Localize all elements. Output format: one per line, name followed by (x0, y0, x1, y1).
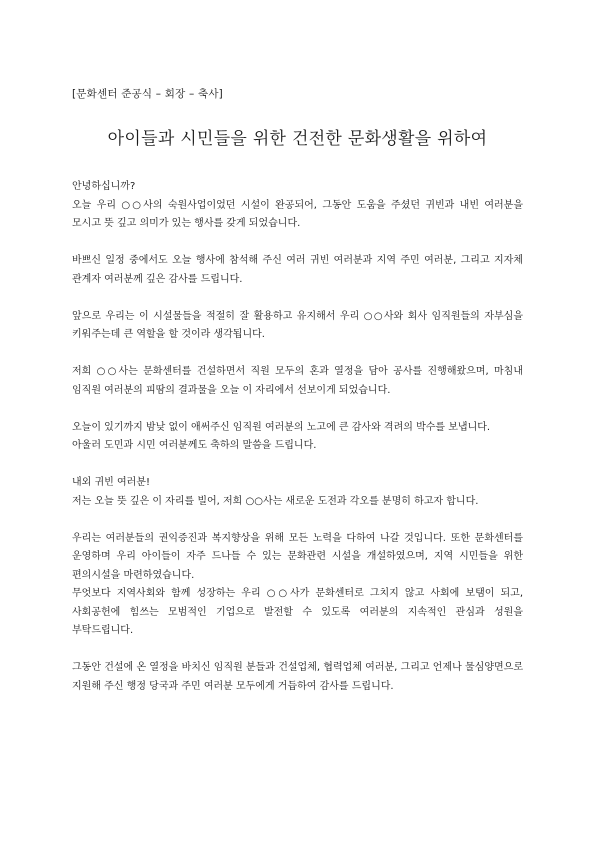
speech-paragraph (72, 252, 523, 289)
paragraph-line: 안녕하십니까? (72, 181, 136, 192)
document-title: 아이들과 시민들을 위한 건전한 문화생활을 위하여 (107, 129, 488, 149)
document-header-tag: [문화센터 준공식 – 회장 – 축사] (72, 88, 223, 100)
speech-paragraph (72, 474, 523, 511)
speech-paragraph (72, 530, 523, 641)
paragraph-line: 그동안 건설에 온 열정을 바치신 임직원 분들과 건설업체, 협력업체 여러분, 그리고 언제나 물심양면으로 지원해 주신 행정 당국과 주민 여러분 모두에게 거듭하여 감사를 드립니다. (72, 662, 523, 692)
paragraph-line: 오늘 우리 ○○사의 숙원사업이었던 시설이 완공되어, 그동안 도움을 주셨던 귀빈과 내빈 여러분을 모시고 뜻 깊고 의미가 있는 행사를 갖게 되었습니다. (72, 199, 523, 229)
paragraph-line: 앞으로 우리는 이 시설물들을 적절히 잘 활용하고 유지해서 우리 ○○사와 회사 임직원들의 자부심을 키워주는데 큰 역할을 할 것이라 생각됩니다. (72, 310, 523, 340)
speech-paragraph (72, 363, 523, 400)
paragraph-line: 오늘이 있기까지 밤낮 없이 애써주신 임직원 여러분의 노고에 큰 감사와 격려의 박수를 보냅니다. (72, 421, 491, 433)
paragraph-line: 무엇보다 지역사회와 함께 성장하는 우리 ○○사가 문화센터로 그치지 않고 사회에 보탬이 되고, 사회공헌에 힘쓰는 모범적인 기업으로 발전할 수 있도록 여러분의 지속적인 관심과 성원을 부탁드립니다. (72, 588, 523, 636)
speech-paragraph (72, 178, 523, 234)
speech-paragraph (72, 419, 523, 456)
paragraph-line: 저희 ○○사는 문화센터를 건설하면서 직원 모두의 혼과 열정을 담아 공사를 진행해왔으며, 마침내 임직원 여러분의 피땀의 결과물을 오늘 이 자리에서 선보이게 되었습니다. (72, 366, 523, 396)
paragraph-line: 내외 귀빈 여러분! (72, 477, 150, 488)
paragraph-line: 바쁘신 일정 중에서도 오늘 행사에 참석해 주신 여러 귀빈 여러분과 지역 주민 여러분, 그리고 지자체 관계자 여러분께 깊은 감사를 드립니다. (72, 255, 523, 285)
document-body (72, 178, 523, 715)
paragraph-line: 우리는 여러분들의 권익증진과 복지향상을 위해 모든 노력을 다하여 나갈 것입니다. 또한 문화센터를 운영하며 우리 아이들이 자주 드나들 수 있는 문화관련 시설을 개설하였으며, 지역 시민들을 위한 편의시설을 마련하였습니다. (72, 532, 523, 581)
speech-paragraph (72, 659, 523, 696)
paragraph-line: 아울러 도민과 시민 여러분께도 축하의 말씀을 드립니다. (72, 440, 317, 451)
paragraph-line: 저는 오늘 뜻 깊은 이 자리를 빌어, 저희 ○○사는 새로운 도전과 각오를 분명히 하고자 합니다. (72, 495, 479, 507)
speech-paragraph (72, 308, 523, 345)
